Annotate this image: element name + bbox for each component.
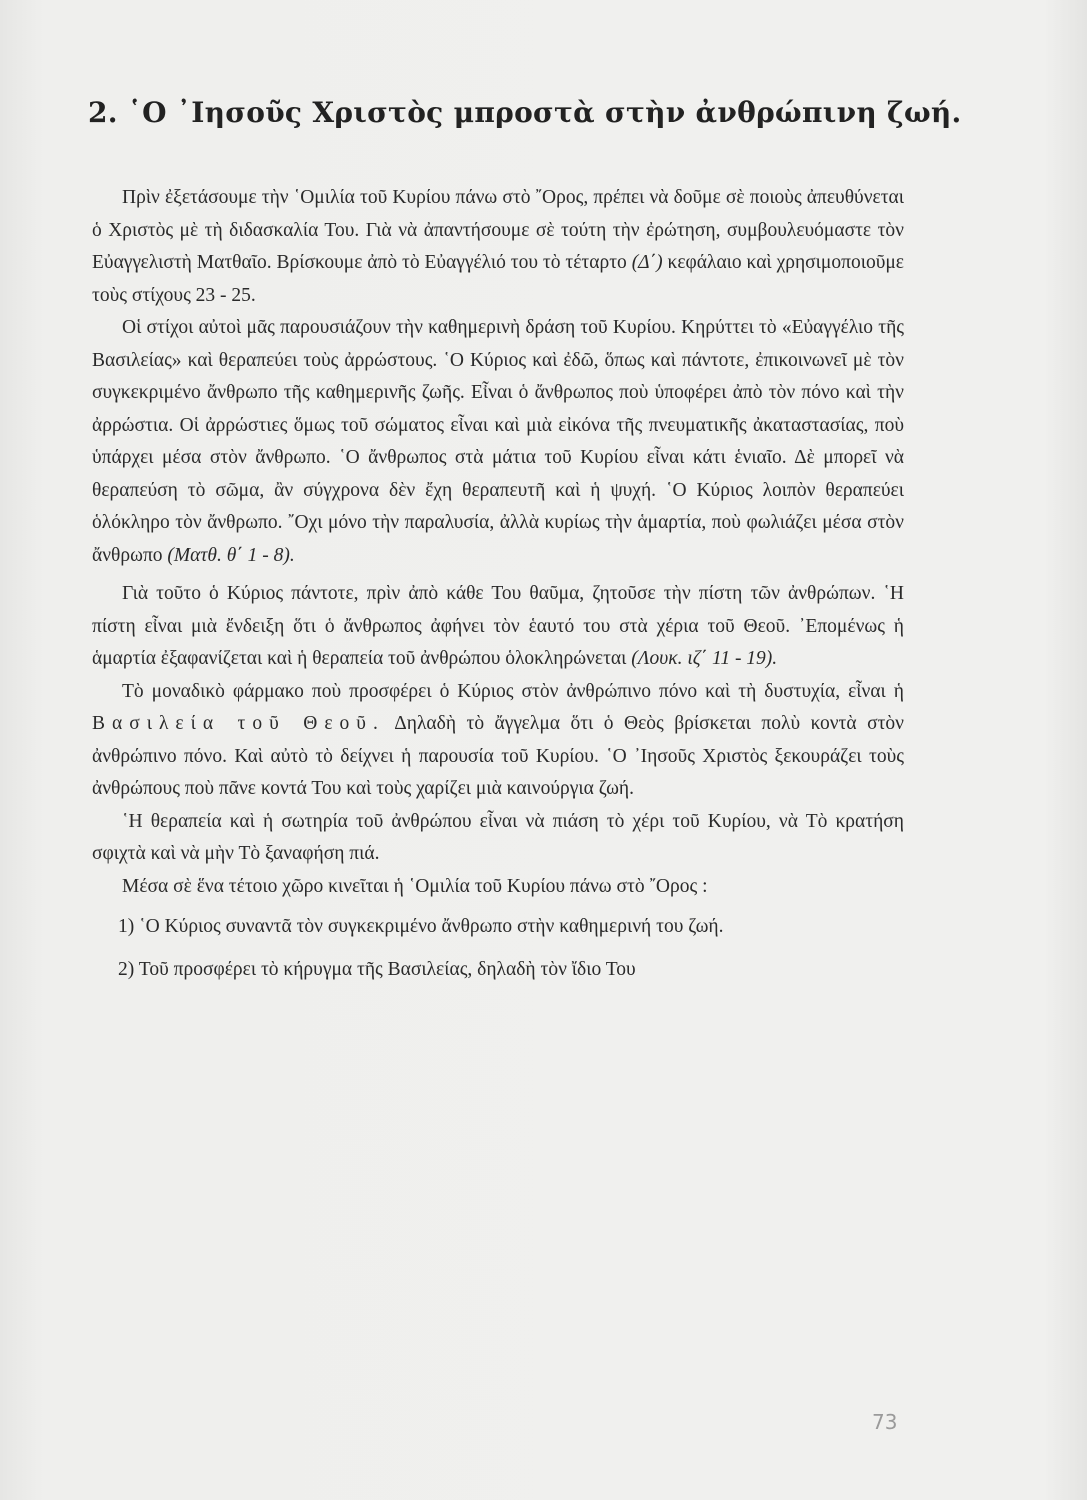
- paragraph-text-tail: κεφάλαιο καὶ χρησιμοποιοῦμε τοὺς στίχους 23 - 25.: [92, 252, 904, 306]
- paragraph-3: [92, 578, 904, 676]
- paragraph-1: [92, 182, 904, 312]
- paragraph-4: [92, 676, 904, 806]
- citation: (Δ΄): [631, 252, 663, 273]
- emphasized-phrase: Βασιλεία τοῦ Θεοῦ.: [92, 713, 385, 734]
- list-item-1: [92, 911, 904, 944]
- paragraph-text: Τὸ μοναδικὸ φάρμακο ποὺ προσφέρει ὁ Κύριος στὸν ἀνθρώπινο πόνο καὶ τὴ δυστυχία, εἶναι ἡ: [122, 680, 904, 702]
- paragraph-text: Γιὰ τοῦτο ὁ Κύριος πάντοτε, πρὶν ἀπὸ κάθε Του θαῦμα, ζητοῦσε τὴν πίστη τῶν ἀνθρώπων. ῾Η πίστη εἶναι μιὰ ἔνδειξη ὅτι ὁ ἄνθρωπος ἀφήνει τὸν ἑαυτό του στὰ χέρια τοῦ Θεοῦ. ᾿Επομένως ἡ ἁμαρτία ἐξαφανίζεται καὶ ἡ θεραπεία τοῦ ἀνθρώπου ὁλοκληρώνεται: [92, 583, 904, 669]
- list-text: Τοῦ προσφέρει τὸ κήρυγμα τῆς Βασιλείας, δηλαδὴ τὸν ἴδιο Του: [138, 958, 636, 980]
- paragraph-2: [92, 312, 904, 572]
- paragraph-text: ῾Η θεραπεία καὶ ἡ σωτηρία τοῦ ἀνθρώπου εἶναι νὰ πιάση τὸ χέρι τοῦ Κυρίου, νὰ Τὸ κρατήση σφιχτὰ καὶ νὰ μὴν Τὸ ξαναφήση πιά.: [92, 810, 904, 864]
- list-item-2: [92, 954, 904, 987]
- paragraph-text: Μέσα σὲ ἕνα τέτοιο χῶρο κινεῖται ἡ ῾Ομιλία τοῦ Κυρίου πάνω στὸ ῎Ορος :: [122, 875, 708, 897]
- citation: (Λουκ. ιζ΄ 11 - 19).: [631, 648, 778, 669]
- paragraph-text: Οἱ στίχοι αὐτοὶ μᾶς παρουσιάζουν τὴν καθημερινὴ δράση τοῦ Κυρίου. Κηρύττει τὸ «Εὐαγγέλιο τῆς Βασιλείας» καὶ θεραπεύει τοὺς ἀρρώστους. ῾Ο Κύριος καὶ ἐδῶ, ὅπως καὶ πάντοτε, ἐπικοινωνεῖ μὲ τὸν συγκεκριμένο ἄνθρωπο τῆς καθημερινῆς ζωῆς. Εἶναι ὁ ἄνθρωπος ποὺ ὑποφέρει ἀπὸ τὸν πόνο καὶ τὴν ἀρρώστια. Οἱ ἀρρώστιες ὅμως τοῦ σώματος εἶναι καὶ μιὰ εἰκόνα τῆς πνευματικῆς ἀκαταστασίας, ποὺ ὑπάρχει μέσα στὸν ἄνθρωπο. ῾Ο ἄνθρωπος στὰ μάτια τοῦ Κυρίου εἶναι κάτι ἑνιαῖο. Δὲ μπορεῖ νὰ θεραπεύση τὸ σῶμα, ἂν σύγχρονα δὲν ἔχη θεραπευτῆ καὶ ἡ ψυχή. ῾Ο Κύριος λοιπὸν θεραπεύει ὁλόκληρο τὸν ἄνθρωπο. ῎Οχι μόνο τὴν παραλυσία, ἀλλὰ κυρίως τὴν ἁμαρτία, ποὺ φωλιάζει μέσα στὸν ἄνθρωπο: [92, 317, 904, 566]
- list-text: ῾Ο Κύριος συναντᾶ τὸν συγκεκριμένο ἄνθρωπο στὴν καθημερινή του ζωή.: [139, 916, 724, 937]
- paragraph-text-tail: Δηλαδὴ τὸ ἄγγελμα ὅτι ὁ Θεὸς βρίσκεται πολὺ κοντὰ στὸν ἀνθρώπινο πόνο. Καὶ αὐτὸ τὸ δείχνει ἡ παρουσία τοῦ Κυρίου. ῾Ο ᾿Ιησοῦς Χριστὸς ξεκουράζει τοὺς ἀνθρώπους ποὺ πᾶνε κοντά Του καὶ τοὺς χαρίζει μιὰ καινούργια ζωή.: [92, 713, 904, 799]
- section-heading: 2. ῾Ο ᾿Ιησοῦς Χριστὸς μπροστὰ στὴν ἀνθρώπινη ζωή.: [88, 96, 962, 129]
- list-number: 1): [118, 916, 135, 937]
- citation: (Ματθ. θ΄ 1 - 8).: [167, 544, 295, 566]
- paragraph-text: Πρὶν ἐξετάσουμε τὴν ῾Ομιλία τοῦ Κυρίου πάνω στὸ ῎Ορος, πρέπει νὰ δοῦμε σὲ ποιοὺς ἀπευθύνεται ὁ Χριστὸς μὲ τὴ διδασκαλία Του. Γιὰ νὰ ἀπαντήσουμε σὲ τούτη τὴν ἐρώτηση, συμβουλευόμαστε τὸν Εὐαγγελιστὴ Ματθαῖο. Βρίσκουμε ἀπὸ τὸ Εὐαγγέλιό του τὸ τέταρτο: [92, 187, 904, 273]
- list-number: 2): [118, 958, 135, 980]
- page-number: 73: [872, 1410, 898, 1434]
- paragraph-6: [92, 871, 904, 904]
- paragraph-5: [92, 806, 904, 871]
- body-text: [92, 182, 904, 986]
